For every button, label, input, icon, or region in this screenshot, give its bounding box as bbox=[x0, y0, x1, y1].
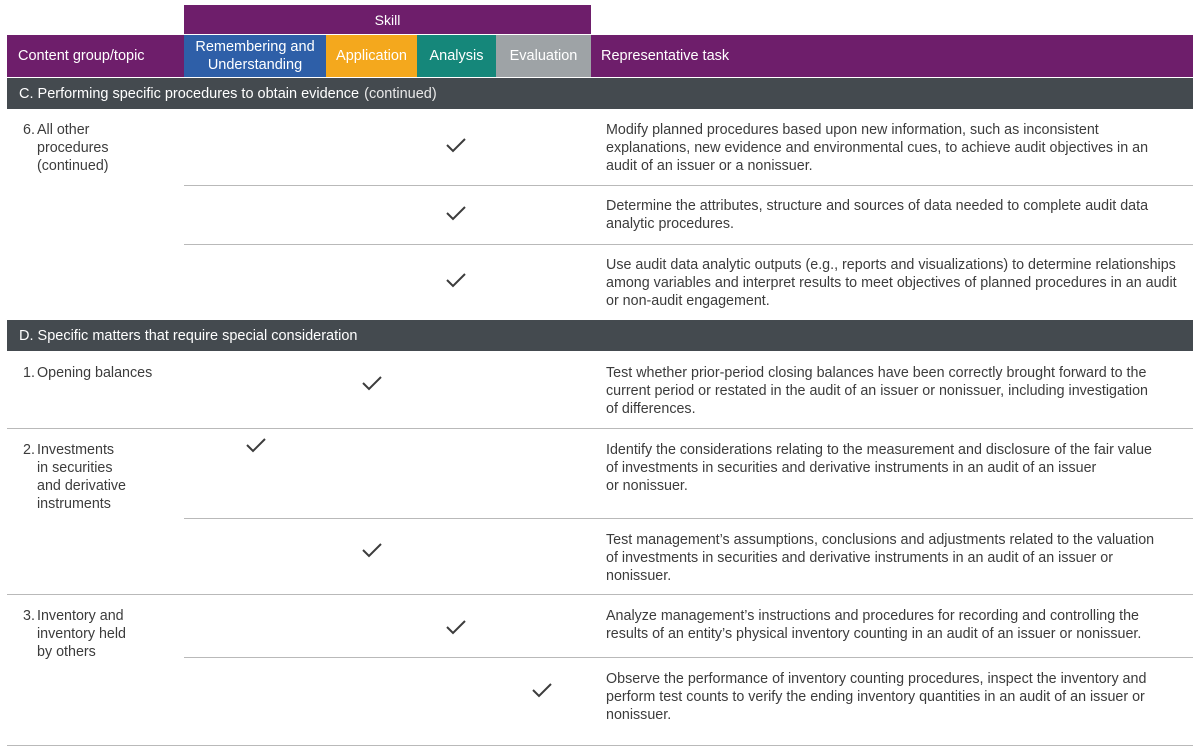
column-header-analysis: Analysis bbox=[417, 35, 496, 77]
column-header-remembering: Remembering and Understanding bbox=[184, 35, 326, 77]
column-header-evaluation: Evaluation bbox=[496, 35, 591, 77]
topic-inventory bbox=[23, 607, 173, 661]
column-header-task: Representative task bbox=[601, 48, 730, 64]
topic-opening-balances bbox=[23, 364, 173, 382]
topic-number: 3. bbox=[23, 608, 35, 624]
topic-name: Investments in securities and derivative instruments bbox=[37, 442, 127, 512]
section-title: D. Specific matters that require special consideration bbox=[19, 327, 358, 344]
topic-name: All other procedures (continued) bbox=[37, 122, 109, 174]
topic-name: Inventory and inventory held by others bbox=[37, 608, 127, 660]
row-divider bbox=[7, 428, 1193, 429]
task-text: Determine the attributes, structure and sources of data needed to complete audit data analytic procedures. bbox=[606, 198, 1149, 232]
column-header-topic: Content group/topic bbox=[18, 48, 145, 64]
topic-investments bbox=[23, 441, 173, 513]
check-icon bbox=[244, 435, 268, 455]
row-divider bbox=[7, 594, 1193, 595]
task-text: Test whether prior-period closing balances have been correctly brought forward to the current period or restated in the audit of an issuer or nonissuer, including investigation of differences. bbox=[606, 365, 1149, 417]
row-divider bbox=[184, 185, 1193, 186]
section-suffix: (continued) bbox=[364, 85, 437, 102]
topic-all-other-procedures bbox=[23, 121, 173, 175]
task-text: Observe the performance of inventory counting procedures, inspect the inventory and perform test counts to verify the ending inventory quantities in an audit of an issuer or nonissuer. bbox=[606, 671, 1147, 723]
section-header-c bbox=[7, 78, 1193, 109]
row-divider bbox=[184, 518, 1193, 519]
task-text: Test management’s assumptions, conclusions and adjustments related to the valuation of investments in securities and derivative instruments in an audit of an issuer or nonissuer. bbox=[606, 532, 1155, 584]
check-icon bbox=[444, 270, 468, 290]
skill-group-header: Skill bbox=[184, 5, 591, 34]
check-icon bbox=[444, 135, 468, 155]
check-icon bbox=[444, 203, 468, 223]
task-text: Modify planned procedures based upon new information, such as inconsistent explanations, new evidence and environmental cues, to achieve audit objectives in an audit of an issuer or a nonissuer. bbox=[606, 122, 1149, 174]
task-text: Identify the considerations relating to the measurement and disclosure of the fair value of investments in securities and derivative instruments in an audit of an issuer or nonissuer. bbox=[606, 442, 1152, 494]
section-title: C. Performing specific procedures to obtain evidence bbox=[19, 85, 360, 102]
check-icon bbox=[360, 540, 384, 560]
row-divider bbox=[184, 244, 1193, 245]
row-divider bbox=[184, 657, 1193, 658]
task-text: Use audit data analytic outputs (e.g., reports and visualizations) to determine relationships among variables and interpret results to meet objectives of planned procedures in an audit or non-audit engagement. bbox=[606, 257, 1177, 309]
section-header-d bbox=[7, 320, 1193, 351]
column-header-application: Application bbox=[326, 35, 417, 77]
check-icon bbox=[530, 680, 554, 700]
check-icon bbox=[360, 373, 384, 393]
topic-name: Opening balances bbox=[37, 365, 153, 381]
topic-number: 1. bbox=[23, 365, 35, 381]
topic-number: 2. bbox=[23, 442, 35, 458]
task-text: Analyze management’s instructions and procedures for recording and controlling the results of an entity’s physical inventory counting in an audit of an issuer or nonissuer. bbox=[606, 608, 1142, 642]
topic-number: 6. bbox=[23, 122, 35, 138]
row-divider bbox=[7, 745, 1193, 746]
check-icon bbox=[444, 617, 468, 637]
